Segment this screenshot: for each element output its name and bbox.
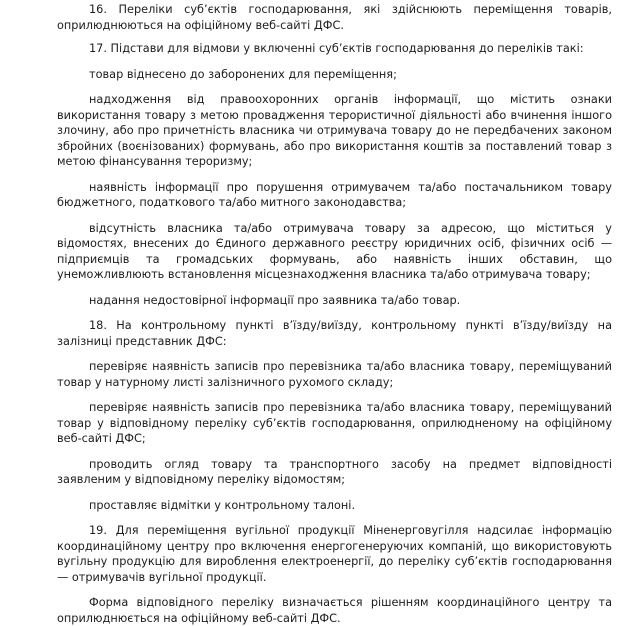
paragraph-17-item-2: надходження від правоохоронних органів інформації, що містить ознаки використання товару з метою провадження терористичної діяльності або вчинення іншого злочину, або про причетність власника чи отримувача товару до не передбачених законом збройних (воєнізованих) формувань, або про використання коштів за поставлений товар з метою фінансування тероризму; [57,93,612,168]
paragraph-17-item-1: товар віднесено до заборонених для переміщення; [89,67,397,81]
paragraph-17-item-4: відсутність власника та/або отримувача товару за адресою, що міститься у відомостях, внесених до Єдиного державного реєстру юридичних осіб, фізичних осіб — підприємців та громадських формувань, або наявність інших обставин, що унеможливлюють встановлення місцезнаходження власника та/або отримувача товару; [57,221,612,281]
paragraph-17-item-3: наявність інформації про порушення отримувачем та/або постачальником товару бюджетного, податкового та/або митного законодавства; [57,180,612,209]
paragraph-18-item-4: проставляє відмітки у контрольному талоні. [89,498,356,512]
paragraph-18: 18. На контрольному пункті в’їзду/виїзду, контрольному пункті в’їзду/виїзду на залізниці представник ДФС: [57,319,612,348]
paragraph-16: 16. Переліки суб’єктів господарювання, які здійснюють переміщення товарів, оприлюднюються на офіційному веб-сайті ДФС. [57,3,612,32]
paragraph-18-item-1: перевіряє наявність записів про перевізника та/або власника товару, переміщуваний товар у натурному листі залізничного рухомого складу; [57,360,612,389]
paragraph-19: 19. Для переміщення вугільної продукції Міненерговугілля надсилає інформацію координаційному центру про включення енергогенеруючих компаній, що використовують вугільну продукцію для вироблення електроенергії, до переліку суб’єктів господарювання — отримувачів вугільної продукції. [57,524,612,584]
paragraph-17: 17. Підстави для відмови у включенні суб’єктів господарювання до переліків такі: [89,42,584,55]
paragraph-17-item-5: надання недостовірної інформації про заявника та/або товар. [89,293,461,307]
paragraph-19-form: Форма відповідного переліку визначається рішенням координаційного центру та оприлюднюється на офіційному веб-сайті ДФС. [57,596,612,625]
paragraph-18-item-3: проводить огляд товару та транспортного засобу на предмет відповідності заявленим у відповідному переліку відомостям; [57,457,612,486]
paragraph-18-item-2: перевіряє наявність записів про перевізника та/або власника товару, переміщуваний товар у відповідному переліку суб’єктів господарювання, оприлюдненому на офіційному веб-сайті ДФС; [57,401,612,445]
